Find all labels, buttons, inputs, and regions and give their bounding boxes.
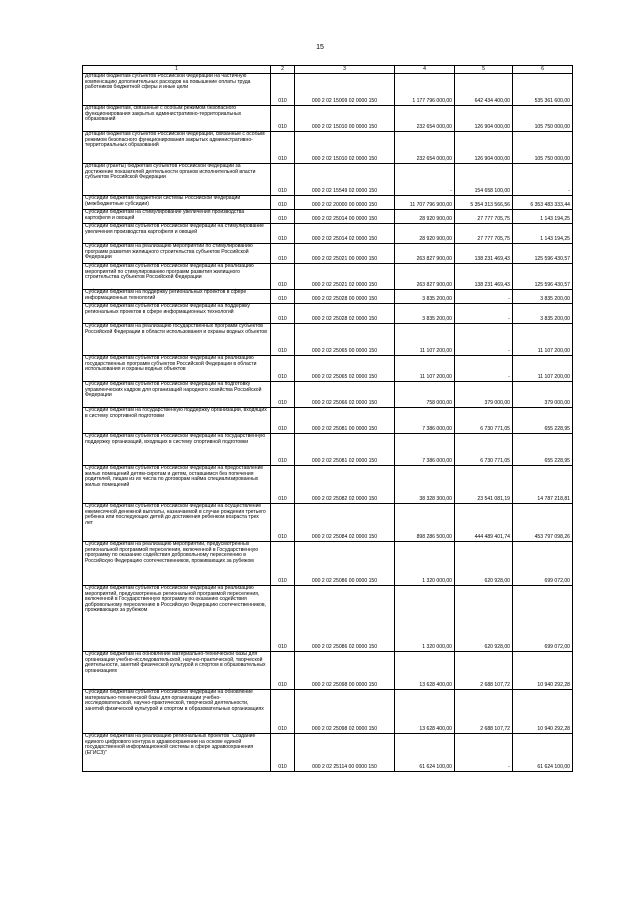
budget-code: 000 2 02 15009 02 0000 150: [295, 74, 395, 106]
amount-executed: 126 904 000,00: [455, 106, 513, 132]
table-row: [83, 356, 573, 382]
amount-executed: 27 777 705,75: [455, 210, 513, 224]
amount-executed: -: [455, 304, 513, 324]
row-name: Субсидии бюджетам субъектов Российской Федерации на осуществление ежемесячной денежной выплаты, назначаемой в случае рождения третьего ребенка или последующих детей до достижения ребенком возраста трех лет: [83, 504, 271, 542]
amount-unexecuted: 453 797 098,26: [513, 504, 573, 542]
table-row: [83, 224, 573, 244]
amount-executed: 444 489 401,74: [455, 504, 513, 542]
amount-approved: 898 286 500,00: [395, 504, 455, 542]
row-code: 010: [271, 196, 295, 210]
table-row: [83, 264, 573, 290]
row-code: 010: [271, 356, 295, 382]
amount-approved: 38 328 300,00: [395, 466, 455, 504]
amount-executed: 620 928,00: [455, 542, 513, 586]
amount-approved: 263 827 900,00: [395, 244, 455, 264]
table-row: [83, 132, 573, 164]
row-name: Субсидии бюджетам на реализацию региональных проектов "Создание единого цифрового контура в здравоохранении на основе единой государственной информационной системы в сфере здравоохранения (ЕГИСЗ)": [83, 734, 271, 772]
table-row: [83, 466, 573, 504]
row-code: 010: [271, 106, 295, 132]
amount-executed: 23 541 081,19: [455, 466, 513, 504]
amount-unexecuted: 379 000,00: [513, 382, 573, 408]
amount-approved: -: [395, 164, 455, 196]
budget-code: 000 2 02 25014 02 0000 150: [295, 224, 395, 244]
amount-unexecuted: 655 228,95: [513, 434, 573, 466]
amount-executed: 154 658 100,00: [455, 164, 513, 196]
row-code: 010: [271, 466, 295, 504]
table-row: [83, 164, 573, 196]
amount-executed: 379 000,00: [455, 382, 513, 408]
budget-code: 000 2 02 20000 00 0000 150: [295, 196, 395, 210]
amount-unexecuted: 105 750 000,00: [513, 106, 573, 132]
row-code: 010: [271, 132, 295, 164]
row-name: Субсидии бюджетам бюджетной системы Российской Федерации (межбюджетные субсидии): [83, 196, 271, 210]
budget-code: 000 2 02 25084 02 0000 150: [295, 504, 395, 542]
amount-approved: 11 107 200,00: [395, 324, 455, 356]
row-code: 010: [271, 164, 295, 196]
budget-code: 000 2 02 25021 02 0000 150: [295, 264, 395, 290]
amount-executed: 6 730 771,05: [455, 434, 513, 466]
amount-executed: -: [455, 356, 513, 382]
budget-code: 000 2 02 25028 00 0000 150: [295, 290, 395, 304]
table-row: [83, 244, 573, 264]
row-code: 010: [271, 290, 295, 304]
row-name: Субсидии бюджетам субъектов Российской Федерации на государственную поддержку организаций, входящих в систему спортивной подготовки: [83, 434, 271, 466]
table-row: [83, 304, 573, 324]
amount-executed: 138 231 469,43: [455, 244, 513, 264]
amount-approved: 28 920 900,00: [395, 224, 455, 244]
row-name: Дотации бюджетам субъектов Российской Федерации, связанные с особым режимом безопасного функционирования закрытых административно-территориальных образований: [83, 132, 271, 164]
budget-code: 000 2 02 25014 00 0000 150: [295, 210, 395, 224]
table-row: [83, 652, 573, 690]
row-name: Субсидии бюджетам на реализацию мероприятий, предусмотренных региональной программой переселения, включенной в Государственную программу по оказанию содействия добровольному переселению в Российскую Федерацию соотечественников, проживающих за рубежом: [83, 542, 271, 586]
row-name: Субсидии бюджетам субъектов Российской Федерации на предоставление жилых помещений детям-сиротам и детям, оставшимся без попечения родителей, лицам из их числа по договорам найма специализированных жилых помещений: [83, 466, 271, 504]
amount-unexecuted: 125 596 430,57: [513, 244, 573, 264]
amount-unexecuted: 6 353 483 333,44: [513, 196, 573, 210]
row-code: 010: [271, 734, 295, 772]
budget-code: 000 2 02 25098 02 0000 150: [295, 690, 395, 734]
amount-executed: -: [455, 324, 513, 356]
amount-unexecuted: 1 143 194,25: [513, 224, 573, 244]
amount-approved: 232 654 000,00: [395, 132, 455, 164]
table-row: [83, 504, 573, 542]
amount-unexecuted: 3 835 200,00: [513, 290, 573, 304]
budget-code: 000 2 02 15010 00 0000 150: [295, 106, 395, 132]
budget-code: 000 2 02 25065 00 0000 150: [295, 324, 395, 356]
row-name: Дотации бюджетам субъектов Российской Федерации на частичную компенсацию дополнительных расходов на повышение оплаты труда работников бюджетной сферы и иные цели: [83, 74, 271, 106]
row-code: 010: [271, 434, 295, 466]
amount-executed: 2 688 107,72: [455, 690, 513, 734]
budget-code: 000 2 02 15010 02 0000 150: [295, 132, 395, 164]
row-name: Субсидии бюджетам субъектов Российской Федерации на реализацию мероприятий, предусмотренных региональной программой переселения, включенной в Государственную программу по оказанию содействия добровольному переселению в Российскую Федерацию соотечественников, проживающих за рубежом: [83, 586, 271, 652]
row-code: 010: [271, 264, 295, 290]
row-code: 010: [271, 74, 295, 106]
table-row: [83, 290, 573, 304]
budget-code: 000 2 02 25114 00 0000 150: [295, 734, 395, 772]
row-code: 010: [271, 408, 295, 434]
row-name: Субсидии бюджетам субъектов Российской Федерации на подготовку управленческих кадров для организаций народного хозяйства Российской Федерации: [83, 382, 271, 408]
budget-code: 000 2 02 25086 00 0000 150: [295, 542, 395, 586]
amount-unexecuted: 11 107 200,00: [513, 324, 573, 356]
table-row: [83, 74, 573, 106]
page-number: 15: [316, 44, 324, 51]
row-code: 010: [271, 244, 295, 264]
budget-code: 000 2 02 25082 02 0000 150: [295, 466, 395, 504]
header-col-4: 4: [395, 66, 455, 74]
amount-approved: 1 320 000,00: [395, 586, 455, 652]
amount-approved: 11 107 200,00: [395, 356, 455, 382]
budget-code: 000 2 02 15549 02 0000 150: [295, 164, 395, 196]
row-code: 010: [271, 304, 295, 324]
amount-unexecuted: 61 624 100,00: [513, 734, 573, 772]
amount-executed: -: [455, 734, 513, 772]
amount-approved: 1 177 796 000,00: [395, 74, 455, 106]
table-row: [83, 210, 573, 224]
budget-code: 000 2 02 25081 00 0000 150: [295, 408, 395, 434]
amount-approved: 13 628 400,00: [395, 690, 455, 734]
row-code: 010: [271, 542, 295, 586]
amount-executed: 6 730 771,05: [455, 408, 513, 434]
table-row: [83, 734, 573, 772]
table-row: [83, 196, 573, 210]
header-col-3: 3: [295, 66, 395, 74]
amount-unexecuted: 14 787 218,81: [513, 466, 573, 504]
table-row: [83, 434, 573, 466]
row-name: Субсидии бюджетам субъектов Российской Федерации на стимулирование увеличения производства картофеля и овощей: [83, 224, 271, 244]
row-code: 010: [271, 652, 295, 690]
row-name: Субсидии бюджетам на стимулирование увеличения производства картофеля и овощей: [83, 210, 271, 224]
row-name: Субсидии бюджетам субъектов Российской Федерации на обновление материально-технической базы для организации учебно-исследовательской, научно-практической, творческой деятельности, занятий физической культурой и спортом в образовательных организациях: [83, 690, 271, 734]
budget-code: 000 2 02 25081 02 0000 150: [295, 434, 395, 466]
row-name: Субсидии бюджетам на поддержку региональных проектов в сфере информационных технологий: [83, 290, 271, 304]
amount-unexecuted: 10 940 292,28: [513, 652, 573, 690]
amount-executed: 126 904 000,00: [455, 132, 513, 164]
header-col-5: 5: [455, 66, 513, 74]
table-row: [83, 106, 573, 132]
amount-unexecuted: 3 835 200,00: [513, 304, 573, 324]
row-code: 010: [271, 382, 295, 408]
row-code: 010: [271, 690, 295, 734]
amount-unexecuted: 10 940 292,28: [513, 690, 573, 734]
amount-executed: -: [455, 290, 513, 304]
table-row: [83, 382, 573, 408]
row-name: Дотации (гранты) бюджетам субъектов Российской Федерации за достижение показателей деятельности органов исполнительной власти субъектов Российской Федерации: [83, 164, 271, 196]
row-name: Дотации бюджетам, связанные с особым режимом безопасного функционирования закрытых административно-территориальных образований: [83, 106, 271, 132]
row-name: Субсидии бюджетам субъектов Российской Федерации на реализацию мероприятий по стимулированию программ развития жилищного строительства субъектов Российской Федерации: [83, 264, 271, 290]
table-row: [83, 542, 573, 586]
amount-executed: 5 354 313 566,56: [455, 196, 513, 210]
budget-code: 000 2 02 25086 02 0000 150: [295, 586, 395, 652]
amount-executed: 620 928,00: [455, 586, 513, 652]
table-row: [83, 408, 573, 434]
amount-unexecuted: 1 143 194,25: [513, 210, 573, 224]
amount-unexecuted: 655 228,95: [513, 408, 573, 434]
budget-code: 000 2 02 25098 00 0000 150: [295, 652, 395, 690]
table-row: [83, 690, 573, 734]
row-code: 010: [271, 224, 295, 244]
amount-approved: 232 654 000,00: [395, 106, 455, 132]
amount-approved: 3 835 200,00: [395, 290, 455, 304]
amount-executed: 27 777 705,75: [455, 224, 513, 244]
budget-code: 000 2 02 25021 00 0000 150: [295, 244, 395, 264]
amount-approved: 28 920 900,00: [395, 210, 455, 224]
row-name: Субсидии бюджетам на обновление материально-технической базы для организации учебно-исследовательской, научно-практической, творческой деятельности, занятий физической культурой и спортом в образовательных организациях: [83, 652, 271, 690]
budget-code: 000 2 02 25066 02 0000 150: [295, 382, 395, 408]
row-code: 010: [271, 586, 295, 652]
amount-unexecuted: 699 072,00: [513, 586, 573, 652]
row-code: 010: [271, 210, 295, 224]
amount-approved: 7 386 000,00: [395, 434, 455, 466]
amount-approved: 13 628 400,00: [395, 652, 455, 690]
amount-executed: 642 434 400,00: [455, 74, 513, 106]
budget-code: 000 2 02 25065 02 0000 150: [295, 356, 395, 382]
amount-unexecuted: 125 596 430,57: [513, 264, 573, 290]
header-col-2: 2: [271, 66, 295, 74]
amount-approved: 263 827 900,00: [395, 264, 455, 290]
amount-unexecuted: -: [513, 164, 573, 196]
amount-unexecuted: 535 361 600,00: [513, 74, 573, 106]
header-col-1: 1: [83, 66, 271, 74]
amount-unexecuted: 105 750 000,00: [513, 132, 573, 164]
amount-approved: 61 624 100,00: [395, 734, 455, 772]
amount-executed: 2 688 107,72: [455, 652, 513, 690]
row-code: 010: [271, 324, 295, 356]
amount-unexecuted: 699 072,00: [513, 542, 573, 586]
row-name: Субсидии бюджетам субъектов Российской Федерации на реализацию государственных программ субъектов Российской Федерации в области использования и охраны водных объектов: [83, 356, 271, 382]
row-name: Субсидии бюджетам субъектов Российской Федерации на поддержку региональных проектов в сфере информационных технологий: [83, 304, 271, 324]
header-col-6: 6: [513, 66, 573, 74]
row-name: Субсидии бюджетам на реализацию государственных программ субъектов Российской Федерации в области использования и охраны водных объектов: [83, 324, 271, 356]
amount-approved: 1 320 000,00: [395, 542, 455, 586]
table-row: [83, 586, 573, 652]
amount-approved: 758 000,00: [395, 382, 455, 408]
row-name: Субсидии бюджетам на государственную поддержку организаций, входящих в систему спортивной подготовки: [83, 408, 271, 434]
amount-approved: 7 386 000,00: [395, 408, 455, 434]
table-row: [83, 324, 573, 356]
amount-approved: 11 707 796 900,00: [395, 196, 455, 210]
amount-approved: 3 835 200,00: [395, 304, 455, 324]
budget-code: 000 2 02 25028 02 0000 150: [295, 304, 395, 324]
row-name: Субсидии бюджетам на реализацию мероприятий по стимулированию программ развития жилищного строительства субъектов Российской Федерации: [83, 244, 271, 264]
amount-executed: 138 231 469,43: [455, 264, 513, 290]
amount-unexecuted: 11 107 200,00: [513, 356, 573, 382]
row-code: 010: [271, 504, 295, 542]
budget-table: [82, 65, 573, 772]
